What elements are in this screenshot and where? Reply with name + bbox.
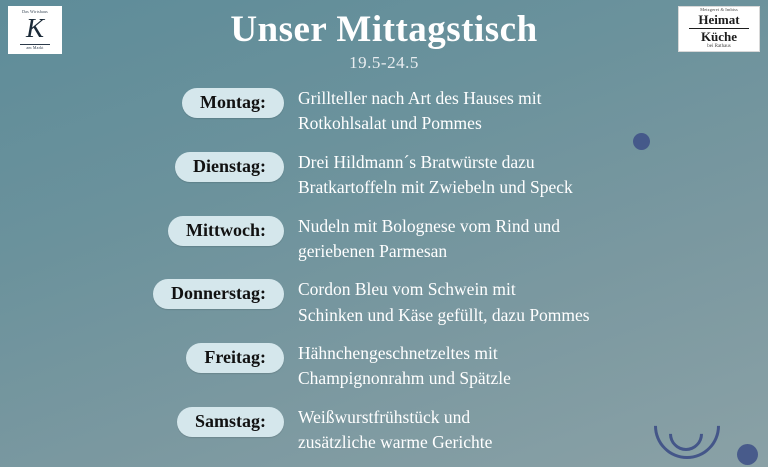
menu-row: [14, 146, 754, 201]
dish-description: [284, 146, 754, 201]
dish-line: zusätzliche warme Gerichte: [298, 432, 493, 453]
menu-row: [14, 401, 754, 456]
menu-row: [14, 337, 754, 392]
logo-right-top-text: Metzgerei & Imbiss: [700, 7, 738, 13]
day-label-wrap: [14, 273, 284, 309]
dish-line: Hähnchengeschnetzeltes mit: [298, 343, 498, 363]
logo-left-top-text: Das Wirtshaus: [22, 9, 48, 14]
menu-row: [14, 82, 754, 137]
day-label-wrap: [14, 210, 284, 246]
dish-line: Schinken und Käse gefüllt, dazu Pommes: [298, 304, 590, 325]
menu-row: [14, 210, 754, 265]
dish-description: [284, 337, 754, 392]
dish-line: Rotkohlsalat und Pommes: [298, 113, 482, 134]
logo-left-monogram: K: [25, 13, 44, 43]
day-label-wrap: [14, 82, 284, 118]
dish-line: Nudeln mit Bolognese vom Rind und: [298, 215, 561, 236]
date-range: 19.5-24.5: [349, 53, 419, 72]
dish-description: [284, 82, 754, 137]
day-badge: Donnerstag:: [153, 279, 284, 309]
day-badge: Dienstag:: [175, 152, 284, 182]
logo-right-line2: Küche: [700, 28, 738, 44]
dish-line: geriebenen Parmesan: [298, 240, 448, 261]
day-label-wrap: [14, 337, 284, 373]
dish-line: Weißwurstfrühstück und: [298, 406, 471, 427]
day-badge: Montag:: [182, 88, 284, 118]
day-badge: Mittwoch:: [168, 216, 284, 246]
logo-right-line1: Heimat: [698, 12, 740, 28]
dish-description: [284, 210, 754, 265]
dish-line: Grillteller nach Art des Hauses mit: [298, 88, 542, 108]
dish-description: [284, 401, 754, 456]
dish-line: Champignonrahm und Spätzle: [298, 368, 511, 389]
dish-line: Bratkartoffeln mit Zwiebeln und Speck: [298, 177, 573, 198]
menu-list: [0, 82, 768, 465]
logo-left-bottom-text: am Markt: [26, 45, 44, 50]
day-label-wrap: [14, 401, 284, 437]
day-badge: Freitag:: [186, 343, 284, 373]
day-label-wrap: [14, 146, 284, 182]
menu-row: [14, 273, 754, 328]
dish-line: Drei Hildmann´s Bratwürste dazu: [298, 151, 535, 172]
dish-description: [284, 273, 754, 328]
page-title: Unser Mittagstisch: [230, 9, 538, 50]
day-badge: Samstag:: [177, 407, 284, 437]
logo-right-sub-text: bei Rathaus: [707, 44, 731, 50]
dish-line: Cordon Bleu vom Schwein mit: [298, 279, 516, 300]
